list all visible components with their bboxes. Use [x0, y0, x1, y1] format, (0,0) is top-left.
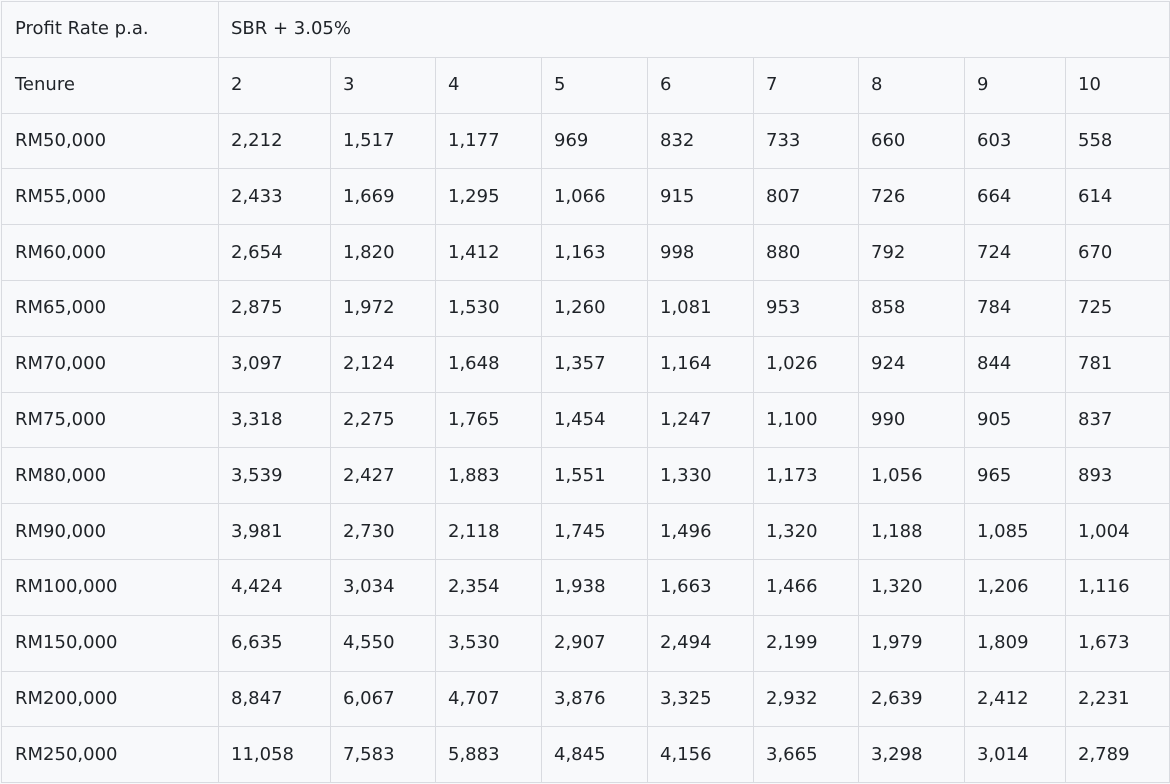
monthly-installment: 4,845 [542, 727, 648, 783]
monthly-installment: 3,539 [219, 448, 331, 504]
loan-amount: RM200,000 [2, 671, 219, 727]
monthly-installment: 664 [965, 169, 1066, 225]
monthly-installment: 1,517 [331, 113, 436, 169]
monthly-installment: 3,325 [648, 671, 754, 727]
monthly-installment: 3,318 [219, 392, 331, 448]
tenure-label: Tenure [2, 57, 219, 113]
monthly-installment: 11,058 [219, 727, 331, 783]
monthly-installment: 1,295 [436, 169, 542, 225]
loan-amount: RM55,000 [2, 169, 219, 225]
loan-amount: RM150,000 [2, 615, 219, 671]
monthly-installment: 1,551 [542, 448, 648, 504]
table-row [2, 336, 1170, 392]
tenure-year: 9 [965, 57, 1066, 113]
monthly-installment: 1,809 [965, 615, 1066, 671]
monthly-installment: 3,530 [436, 615, 542, 671]
financing-repayment-table [1, 1, 1170, 783]
monthly-installment: 1,081 [648, 280, 754, 336]
monthly-installment: 725 [1066, 280, 1170, 336]
monthly-installment: 905 [965, 392, 1066, 448]
table-row [2, 169, 1170, 225]
monthly-installment: 2,199 [754, 615, 859, 671]
tenure-year: 10 [1066, 57, 1170, 113]
monthly-installment: 807 [754, 169, 859, 225]
monthly-installment: 844 [965, 336, 1066, 392]
monthly-installment: 1,673 [1066, 615, 1170, 671]
monthly-installment: 1,188 [859, 504, 965, 560]
monthly-installment: 1,745 [542, 504, 648, 560]
monthly-installment: 1,320 [754, 504, 859, 560]
loan-amount: RM70,000 [2, 336, 219, 392]
monthly-installment: 1,116 [1066, 559, 1170, 615]
monthly-installment: 1,454 [542, 392, 648, 448]
monthly-installment: 953 [754, 280, 859, 336]
monthly-installment: 3,876 [542, 671, 648, 727]
tenure-year: 4 [436, 57, 542, 113]
tenure-year: 6 [648, 57, 754, 113]
table-row [2, 448, 1170, 504]
monthly-installment: 4,550 [331, 615, 436, 671]
table-row [2, 392, 1170, 448]
loan-amount: RM80,000 [2, 448, 219, 504]
monthly-installment: 998 [648, 225, 754, 281]
monthly-installment: 1,026 [754, 336, 859, 392]
monthly-installment: 4,707 [436, 671, 542, 727]
tenure-year: 5 [542, 57, 648, 113]
monthly-installment: 3,298 [859, 727, 965, 783]
monthly-installment: 3,097 [219, 336, 331, 392]
monthly-installment: 1,972 [331, 280, 436, 336]
monthly-installment: 880 [754, 225, 859, 281]
monthly-installment: 1,466 [754, 559, 859, 615]
monthly-installment: 1,173 [754, 448, 859, 504]
monthly-installment: 2,639 [859, 671, 965, 727]
monthly-installment: 2,494 [648, 615, 754, 671]
monthly-installment: 1,820 [331, 225, 436, 281]
monthly-installment: 2,118 [436, 504, 542, 560]
monthly-installment: 2,433 [219, 169, 331, 225]
tenure-row [2, 57, 1170, 113]
loan-amount: RM50,000 [2, 113, 219, 169]
monthly-installment: 1,206 [965, 559, 1066, 615]
monthly-installment: 1,330 [648, 448, 754, 504]
monthly-installment: 1,260 [542, 280, 648, 336]
monthly-installment: 2,875 [219, 280, 331, 336]
profit-rate-row [2, 2, 1170, 58]
table-row [2, 504, 1170, 560]
tenure-year: 7 [754, 57, 859, 113]
monthly-installment: 1,163 [542, 225, 648, 281]
monthly-installment: 965 [965, 448, 1066, 504]
monthly-installment: 792 [859, 225, 965, 281]
monthly-installment: 8,847 [219, 671, 331, 727]
monthly-installment: 2,654 [219, 225, 331, 281]
tenure-year: 8 [859, 57, 965, 113]
monthly-installment: 1,164 [648, 336, 754, 392]
monthly-installment: 1,979 [859, 615, 965, 671]
monthly-installment: 969 [542, 113, 648, 169]
monthly-installment: 837 [1066, 392, 1170, 448]
monthly-installment: 2,789 [1066, 727, 1170, 783]
table-body [2, 2, 1170, 783]
monthly-installment: 6,635 [219, 615, 331, 671]
monthly-installment: 660 [859, 113, 965, 169]
profit-rate-label: Profit Rate p.a. [2, 2, 219, 58]
monthly-installment: 1,357 [542, 336, 648, 392]
monthly-installment: 1,938 [542, 559, 648, 615]
table-row [2, 727, 1170, 783]
monthly-installment: 2,932 [754, 671, 859, 727]
monthly-installment: 832 [648, 113, 754, 169]
monthly-installment: 4,156 [648, 727, 754, 783]
monthly-installment: 3,034 [331, 559, 436, 615]
monthly-installment: 670 [1066, 225, 1170, 281]
monthly-installment: 733 [754, 113, 859, 169]
monthly-installment: 781 [1066, 336, 1170, 392]
monthly-installment: 7,583 [331, 727, 436, 783]
loan-amount: RM250,000 [2, 727, 219, 783]
monthly-installment: 3,981 [219, 504, 331, 560]
loan-amount: RM100,000 [2, 559, 219, 615]
monthly-installment: 3,014 [965, 727, 1066, 783]
monthly-installment: 1,066 [542, 169, 648, 225]
table-row [2, 113, 1170, 169]
monthly-installment: 6,067 [331, 671, 436, 727]
monthly-installment: 2,124 [331, 336, 436, 392]
table-row [2, 280, 1170, 336]
monthly-installment: 1,412 [436, 225, 542, 281]
monthly-installment: 726 [859, 169, 965, 225]
table-row [2, 225, 1170, 281]
monthly-installment: 784 [965, 280, 1066, 336]
table-row [2, 671, 1170, 727]
monthly-installment: 1,100 [754, 392, 859, 448]
monthly-installment: 1,648 [436, 336, 542, 392]
monthly-installment: 924 [859, 336, 965, 392]
monthly-installment: 1,320 [859, 559, 965, 615]
monthly-installment: 1,004 [1066, 504, 1170, 560]
monthly-installment: 2,427 [331, 448, 436, 504]
tenure-year: 3 [331, 57, 436, 113]
loan-amount: RM75,000 [2, 392, 219, 448]
monthly-installment: 2,231 [1066, 671, 1170, 727]
monthly-installment: 3,665 [754, 727, 859, 783]
monthly-installment: 2,275 [331, 392, 436, 448]
monthly-installment: 2,354 [436, 559, 542, 615]
profit-rate-value: SBR + 3.05% [219, 2, 1170, 58]
monthly-installment: 1,085 [965, 504, 1066, 560]
monthly-installment: 2,907 [542, 615, 648, 671]
monthly-installment: 2,212 [219, 113, 331, 169]
monthly-installment: 990 [859, 392, 965, 448]
loan-amount: RM90,000 [2, 504, 219, 560]
monthly-installment: 858 [859, 280, 965, 336]
monthly-installment: 558 [1066, 113, 1170, 169]
monthly-installment: 1,247 [648, 392, 754, 448]
monthly-installment: 1,056 [859, 448, 965, 504]
monthly-installment: 1,669 [331, 169, 436, 225]
monthly-installment: 614 [1066, 169, 1170, 225]
monthly-installment: 724 [965, 225, 1066, 281]
monthly-installment: 1,530 [436, 280, 542, 336]
loan-amount: RM60,000 [2, 225, 219, 281]
table-row [2, 615, 1170, 671]
tenure-year: 2 [219, 57, 331, 113]
monthly-installment: 1,177 [436, 113, 542, 169]
table-row [2, 559, 1170, 615]
monthly-installment: 5,883 [436, 727, 542, 783]
monthly-installment: 893 [1066, 448, 1170, 504]
monthly-installment: 603 [965, 113, 1066, 169]
monthly-installment: 915 [648, 169, 754, 225]
monthly-installment: 2,730 [331, 504, 436, 560]
monthly-installment: 4,424 [219, 559, 331, 615]
monthly-installment: 1,765 [436, 392, 542, 448]
loan-amount: RM65,000 [2, 280, 219, 336]
monthly-installment: 1,496 [648, 504, 754, 560]
monthly-installment: 1,663 [648, 559, 754, 615]
monthly-installment: 2,412 [965, 671, 1066, 727]
monthly-installment: 1,883 [436, 448, 542, 504]
